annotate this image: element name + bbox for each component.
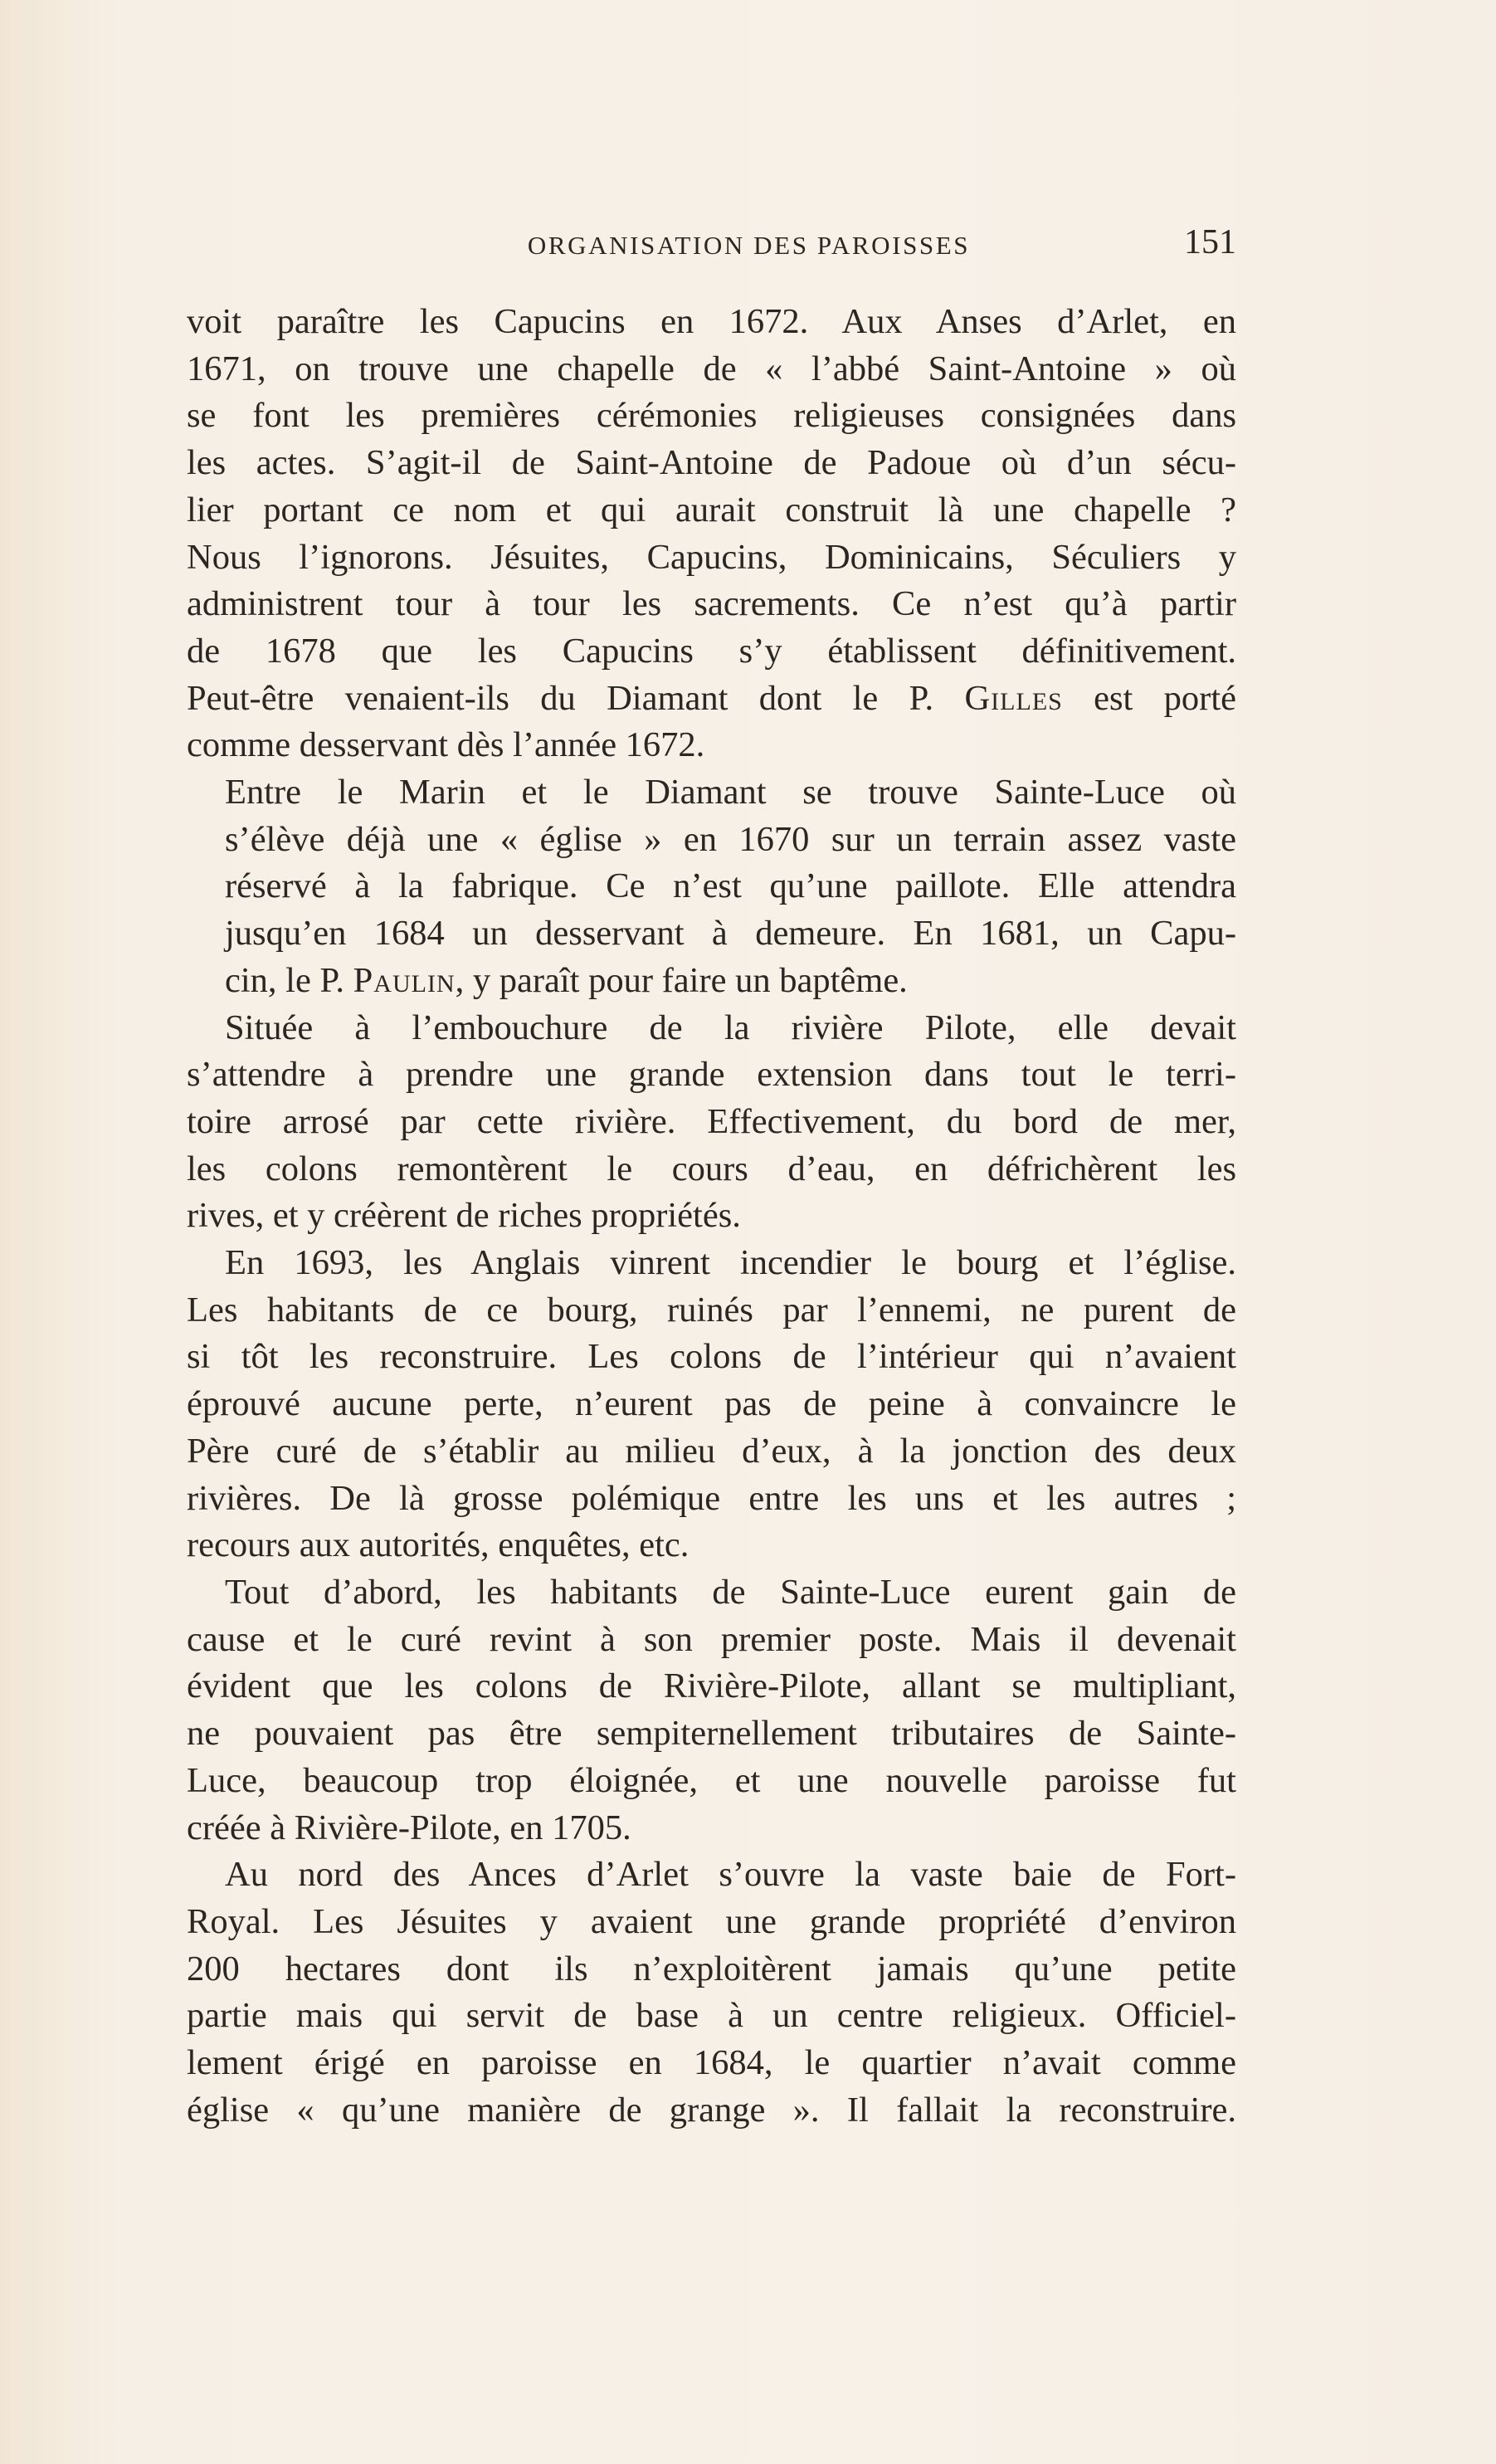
text-line: réservé à la fabrique. Ce n’est qu’une paillote. Elle attendra bbox=[225, 866, 1236, 906]
text-line: église « qu’une manière de grange ». Il fallait la reconstruire. bbox=[187, 2090, 1236, 2130]
text-line: voit paraître les Capucins en 1672. Aux Anses d’Arlet, en bbox=[187, 302, 1236, 341]
running-title: ORGANISATION DES PAROISSES bbox=[527, 231, 971, 260]
text-line: évident que les colons de Rivière-Pilote, allant se multipliant, bbox=[187, 1666, 1236, 1706]
person-name-paulin: Paulin bbox=[353, 960, 456, 1000]
text-line: éprouvé aucune perte, n’eurent pas de peine à convaincre le bbox=[187, 1384, 1236, 1424]
paragraph-4 bbox=[187, 1240, 1236, 1569]
text-line: lier portant ce nom et qui aurait construit là une chapelle ? bbox=[187, 490, 1236, 529]
text-line: se font les premières cérémonies religieuses consignées dans bbox=[187, 396, 1236, 436]
text-line: si tôt les reconstruire. Les colons de l’intérieur qui n’avaient bbox=[187, 1337, 1236, 1377]
text-line: recours aux autorités, enquêtes, etc. bbox=[187, 1525, 690, 1565]
text-line: En 1693, les Anglais vinrent incendier le bourg et l’église. bbox=[225, 1243, 1236, 1283]
text-line: Au nord des Ances d’Arlet s’ouvre la vaste baie de Fort- bbox=[225, 1855, 1236, 1895]
text-line: de 1678 que les Capucins s’y établissent définitivement. bbox=[187, 631, 1236, 671]
paragraph-1 bbox=[187, 299, 1236, 769]
text-line: Entre le Marin et le Diamant se trouve Sainte-Luce où bbox=[225, 773, 1236, 812]
text-line: jusqu’en 1684 un desservant à demeure. En 1681, un Capu- bbox=[225, 914, 1236, 954]
text-fragment: est porté bbox=[1062, 678, 1236, 718]
text-line: 200 hectares dont ils n’exploitèrent jamais qu’une petite bbox=[187, 1949, 1236, 1988]
text-line-composite bbox=[187, 676, 1236, 723]
text-fragment: Peut-être venaient-ils du Diamant dont le P. bbox=[187, 678, 965, 718]
text-line: s’élève déjà une « église » en 1670 sur un terrain assez vaste bbox=[225, 819, 1236, 859]
text-line: Nous l’ignorons. Jésuites, Capucins, Dominicains, Séculiers y bbox=[187, 537, 1236, 577]
text-line: comme desservant dès l’année 1672. bbox=[187, 725, 705, 765]
text-line: cause et le curé revint à son premier poste. Mais il devenait bbox=[187, 1619, 1236, 1659]
text-line: Luce, beaucoup trop éloignée, et une nouvelle paroisse fut bbox=[187, 1760, 1236, 1800]
text-line: Tout d’abord, les habitants de Sainte-Luce eurent gain de bbox=[225, 1572, 1236, 1612]
text-line: les actes. S’agit-il de Saint-Antoine de Padoue où d’un sécu- bbox=[187, 443, 1236, 483]
paragraph-3 bbox=[187, 1005, 1236, 1241]
page-number: 151 bbox=[1184, 223, 1236, 261]
text-line: ne pouvaient pas être sempiternellement tributaires de Sainte- bbox=[187, 1714, 1236, 1754]
text-line: toire arrosé par cette rivière. Effectivement, du bord de mer, bbox=[187, 1101, 1236, 1141]
paragraph-2 bbox=[187, 769, 1236, 1005]
text-line: créée à Rivière-Pilote, en 1705. bbox=[187, 1808, 631, 1847]
text-line: 1671, on trouve une chapelle de « l’abbé Saint-Antoine » où bbox=[187, 349, 1236, 388]
text-line: les colons remontèrent le cours d’eau, en défrichèrent les bbox=[187, 1149, 1236, 1188]
text-line: s’attendre à prendre une grande extension dans tout le terri- bbox=[187, 1055, 1236, 1095]
text-line: rivières. De là grosse polémique entre les uns et les autres ; bbox=[187, 1478, 1236, 1518]
text-line: Située à l’embouchure de la rivière Pilote, elle devait bbox=[225, 1008, 1236, 1047]
text-line: rives, et y créèrent de riches propriétés. bbox=[187, 1196, 741, 1236]
text-line: Royal. Les Jésuites y avaient une grande propriété d’environ bbox=[187, 1901, 1236, 1941]
person-name-gilles: Gilles bbox=[964, 678, 1063, 718]
text-line: lement érigé en paroisse en 1684, le quartier n’avait comme bbox=[187, 2043, 1236, 2083]
text-line: Père curé de s’établir au milieu d’eux, à la jonction des deux bbox=[187, 1431, 1236, 1471]
paragraph-5 bbox=[187, 1569, 1236, 1852]
paragraph-6 bbox=[187, 1852, 1236, 2134]
text-line-composite bbox=[187, 958, 1236, 1005]
text-fragment: cin, le P. bbox=[225, 960, 353, 1000]
text-line: Les habitants de ce bourg, ruinés par l’ennemi, ne purent de bbox=[187, 1290, 1236, 1330]
text-line: partie mais qui servit de base à un centre religieux. Officiel- bbox=[187, 1996, 1236, 2036]
text-line: administrent tour à tour les sacrements. Ce n’est qu’à partir bbox=[187, 584, 1236, 624]
body-text bbox=[187, 299, 1236, 2134]
text-fragment: , y paraît pour faire un baptême. bbox=[455, 960, 908, 1000]
running-head bbox=[187, 222, 1236, 264]
